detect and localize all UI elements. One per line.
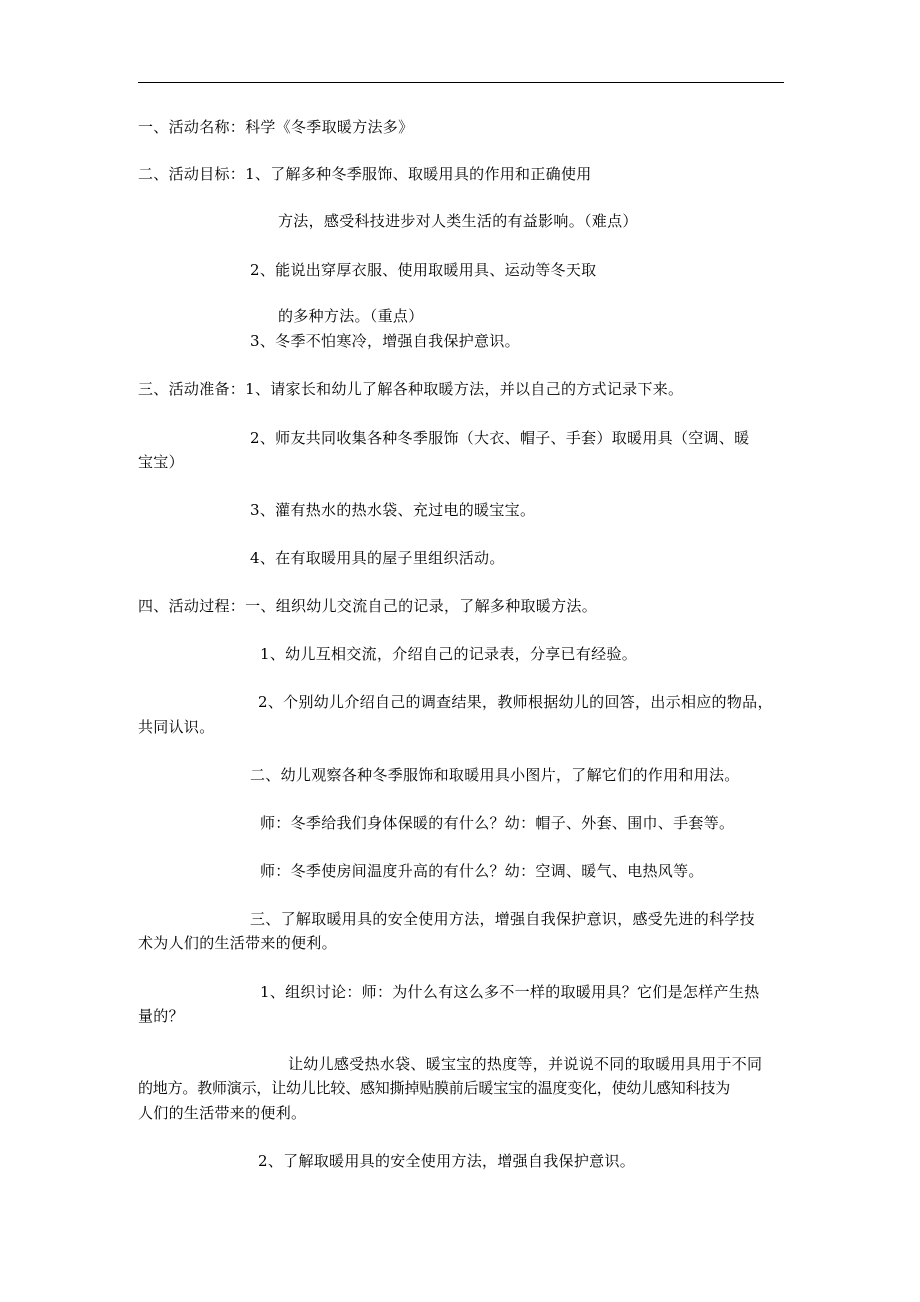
process-3-2: 2、了解取暖用具的安全使用方法，增强自我保护意识。 [258, 1152, 636, 1170]
goal-1: 二、活动目标：1、了解多种冬季服饰、取暖用具的作用和正确使用 [138, 165, 592, 183]
process-1-1: 1、幼儿互相交流，介绍自己的记录表，分享已有经验。 [260, 645, 638, 663]
process-1-2: 2、个别幼儿介绍自己的调查结果，教师根据幼儿的回答，出示相应的物品， [258, 693, 773, 711]
process-2: 二、幼儿观察各种冬季服饰和取暖用具小图片，了解它们的作用和用法。 [250, 766, 740, 784]
process-2-qa-2: 师：冬季使房间温度升高的有什么？幼：空调、暖气、电热风等。 [260, 862, 704, 880]
process-3: 三、了解取暖用具的安全使用方法，增强自我保护意识，感受先进的科学技 [250, 910, 755, 928]
goal-2-cont: 的多种方法。（重点） [278, 307, 424, 325]
process-1: 四、活动过程：一、组织幼儿交流自己的记录，了解多种取暖方法。 [138, 597, 598, 615]
process-3-1-para: 让幼儿感受热水袋、暖宝宝的热度等，并说说不同的取暖用具用于不同 [288, 1055, 763, 1073]
prep-1: 三、活动准备：1、请家长和幼儿了解各种取暖方法，并以自己的方式记录下来。 [138, 380, 684, 398]
goal-2: 2、能说出穿厚衣服、使用取暖用具、运动等冬天取 [250, 261, 597, 279]
goal-1-cont: 方法，感受科技进步对人类生活的有益影响。（难点） [278, 212, 638, 230]
prep-3: 3、灌有热水的热水袋、充过电的暖宝宝。 [250, 501, 536, 519]
process-3-1-cont: 量的？ [138, 1007, 184, 1025]
prep-4: 4、在有取暖用具的屋子里组织活动。 [250, 549, 505, 567]
process-3-1: 1、组织讨论：师：为什么有这么多不一样的取暖用具？它们是怎样产生热 [260, 983, 760, 1001]
process-3-1-para-cont-1: 的地方。教师演示，让幼儿比较、感知撕掉贴膜前后暖宝宝的温度变化，使幼儿感知科技为 [138, 1079, 731, 1097]
process-1-2-cont: 共同认识。 [138, 718, 215, 736]
activity-name: 一、活动名称：科学《冬季取暖方法多》 [138, 118, 414, 136]
process-3-cont: 术为人们的生活带来的便利。 [138, 934, 337, 952]
header-rule [138, 82, 784, 83]
prep-2: 2、师友共同收集各种冬季服饰（大衣、帽子、手套）取暖用具（空调、暖 [250, 429, 750, 447]
process-3-1-para-cont-2: 人们的生活带来的便利。 [138, 1104, 307, 1122]
goal-3: 3、冬季不怕寒冷，增强自我保护意识。 [250, 332, 520, 350]
prep-2-cont: 宝宝） [138, 453, 184, 471]
process-2-qa-1: 师：冬季给我们身体保暖的有什么？幼：帽子、外套、围巾、手套等。 [260, 814, 735, 832]
